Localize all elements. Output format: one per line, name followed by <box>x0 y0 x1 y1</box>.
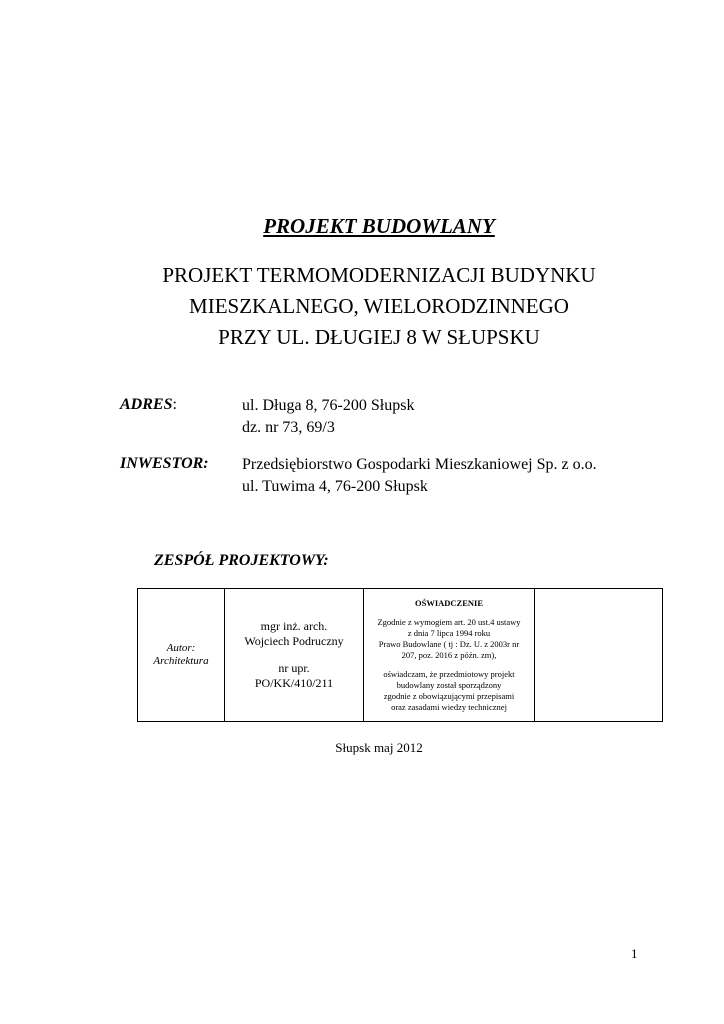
role-discipline: Architektura <box>153 655 209 667</box>
address-line: ul. Długa 8, 76-200 Słupsk <box>242 397 415 414</box>
license-number: PO/KK/410/211 <box>254 676 334 690</box>
statement-line: budowlany został sporządzony <box>396 679 502 690</box>
investor-label: INWESTOR: <box>120 455 209 472</box>
project-title-line: PRZY UL. DŁUGIEJ 8 W SŁUPSKU <box>218 325 540 349</box>
team-heading: ZESPÓŁ PROJEKTOWY: <box>154 552 329 569</box>
license-label: nr upr. <box>278 661 310 675</box>
table-row <box>138 589 663 722</box>
statement-cell <box>364 589 535 722</box>
investor-value <box>242 454 597 498</box>
statement-line: oświadczam, że przedmiotowy projekt <box>383 668 515 679</box>
project-title-line: MIESZKALNEGO, WIELORODZINNEGO <box>189 294 569 318</box>
investor-line: Przedsiębiorstwo Gospodarki Mieszkaniowej Sp. z o.o. <box>242 456 597 473</box>
page-number: 1 <box>631 946 638 961</box>
statement-title: OŚWIADCZENIE <box>414 597 484 608</box>
address-value <box>242 395 414 439</box>
statement-line: Zgodnie z wymogiem art. 20 ust.4 ustawy <box>377 616 521 627</box>
designer-name: Wojciech Podruczny <box>244 634 344 648</box>
designer-title: mgr inż. arch. <box>260 619 328 633</box>
statement-line: zgodnie z obowiązującymi przepisami <box>383 690 515 701</box>
document-heading: PROJEKT BUDOWLANY <box>263 214 495 238</box>
design-team-table <box>137 588 663 722</box>
statement-line: 207, poz. 2016 z późn. zm), <box>401 649 497 660</box>
role-cell <box>138 589 225 722</box>
role-label: Autor: <box>166 642 196 654</box>
project-title-line: PROJEKT TERMOMODERNIZACJI BUDYNKU <box>162 263 596 287</box>
address-label: ADRES: <box>120 396 177 413</box>
investor-line: ul. Tuwima 4, 76-200 Słupsk <box>242 478 428 495</box>
place-date: Słupsk maj 2012 <box>335 740 423 755</box>
designer-cell <box>225 589 364 722</box>
signature-cell <box>535 589 663 722</box>
statement-line: z dnia 7 lipca 1994 roku <box>407 627 491 638</box>
statement-line: Prawo Budowlane ( tj : Dz. U. z 2003r nr <box>378 638 520 649</box>
address-line: dz. nr 73, 69/3 <box>242 419 335 436</box>
statement-line: oraz zasadami wiedzy technicznej <box>391 701 507 712</box>
project-title <box>0 260 724 353</box>
